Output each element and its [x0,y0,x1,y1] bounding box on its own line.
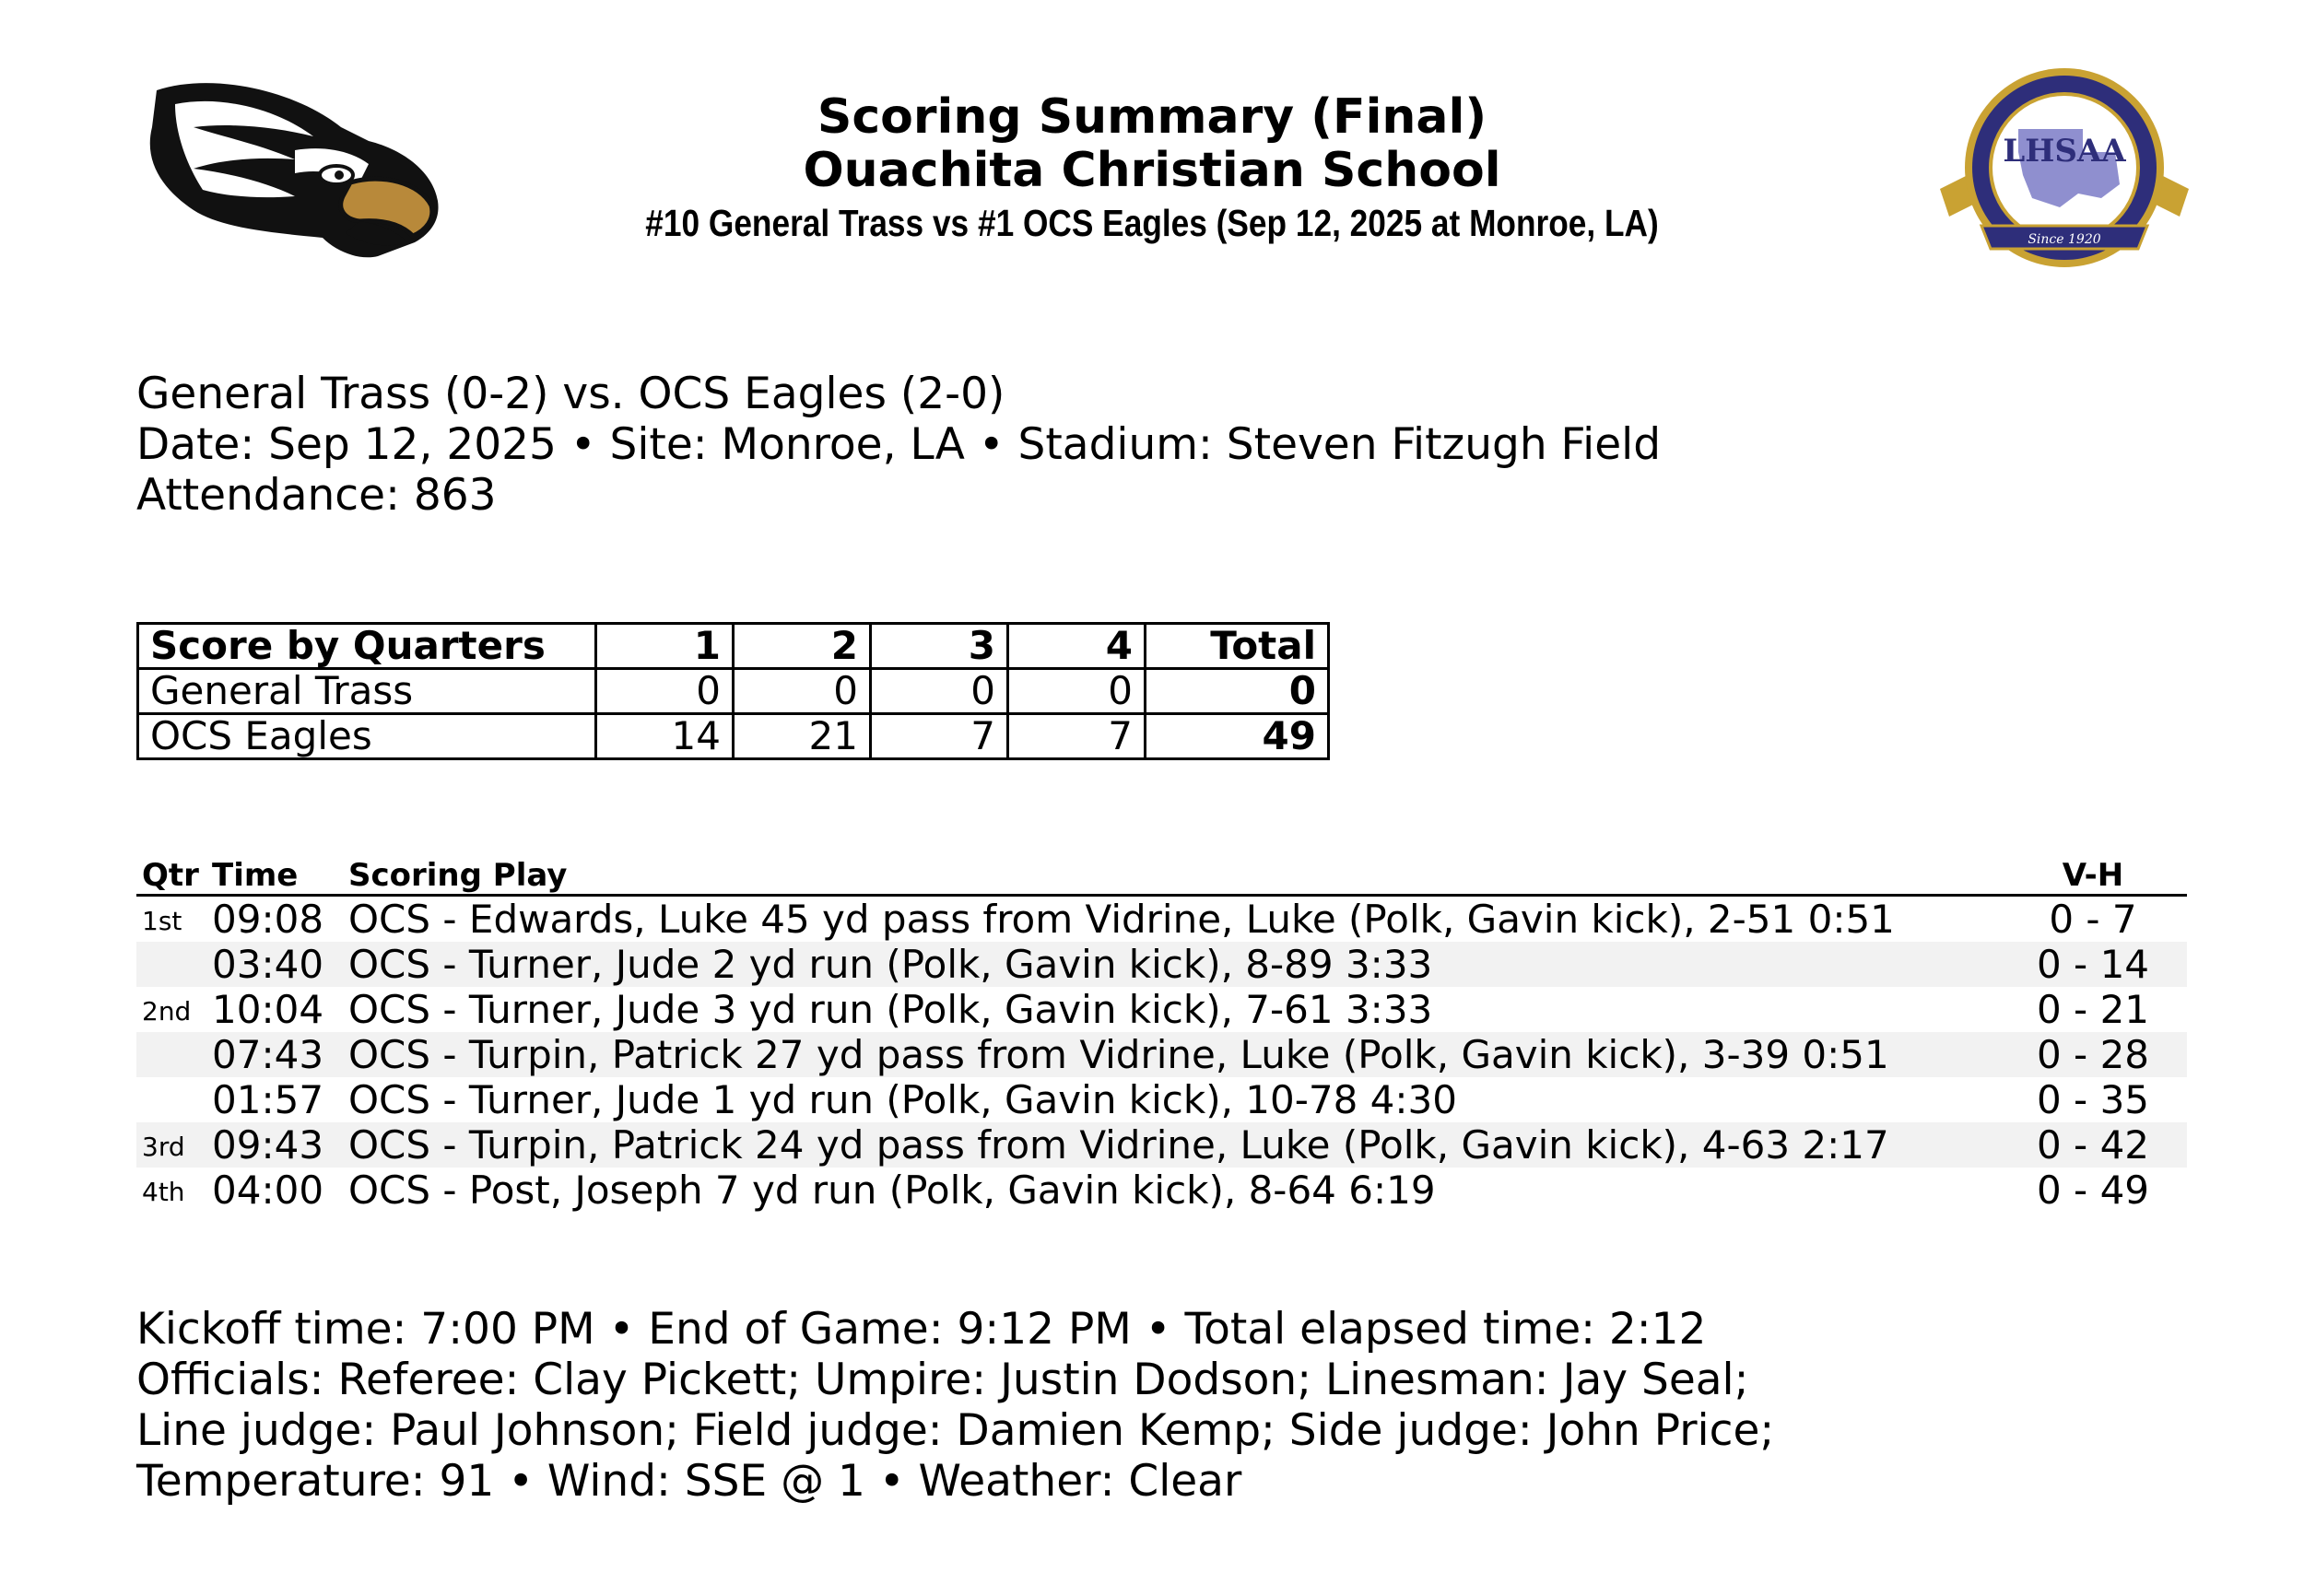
play-score: 0 - 14 [2036,942,2150,987]
quarters-header-row [138,624,1329,669]
table-row [136,1122,2187,1168]
quarters-header-total: Total [1146,624,1329,669]
teams-records: General Trass (0-2) vs. OCS Eagles (2-0) [136,369,1005,419]
play-description: OCS - Turner, Jude 1 yd run (Polk, Gavin kick), 10-78 4:30 [348,1077,1457,1122]
report-header [0,90,2304,249]
quarters-row-visitor [138,669,1329,714]
play-score: 0 - 42 [2036,1122,2150,1168]
play-description: OCS - Turner, Jude 2 yd run (Polk, Gavin kick), 8-89 3:33 [348,942,1433,987]
play-score: 0 - 35 [2036,1077,2150,1122]
officials-line-1: Officials: Referee: Clay Pickett; Umpire: Justin Dodson; Linesman: Jay Seal; [136,1355,1749,1405]
lhsaa-since-text: Since 1920 [2028,232,2101,247]
quarters-header-q1: 1 [596,624,734,669]
quarter-score: 0 [1008,669,1146,714]
lhsaa-logo-text: LHSAA [2003,133,2126,170]
quarter-score: 0 [734,669,871,714]
quarter-score: 21 [734,714,871,759]
play-description: OCS - Edwards, Luke 45 yd pass from Vidrine, Luke (Polk, Gavin kick), 2-51 0:51 [348,897,1895,942]
game-details-footer [136,1304,1774,1507]
header-vh: V-H [2062,857,2124,894]
score-by-quarters-table [136,622,1330,760]
table-row [136,1168,2187,1213]
table-row [136,942,2187,987]
play-time: 09:43 [212,1122,324,1168]
matchup-line: #10 General Trass vs #1 OCS Eagles (Sep 12, 2025 at Monroe, LA) [645,202,1659,244]
game-info [136,369,1661,521]
play-time: 07:43 [212,1032,324,1077]
play-time: 09:08 [212,897,324,942]
team-name: General Trass [138,669,596,714]
play-score: 0 - 49 [2036,1168,2150,1213]
play-time: 04:00 [212,1168,324,1213]
play-quarter: 1st [142,906,182,936]
quarter-score: 7 [871,714,1008,759]
quarters-header-label: Score by Quarters [138,624,596,669]
weather-line: Temperature: 91 • Wind: SSE @ 1 • Weather: Clear [136,1456,1242,1507]
table-row [136,987,2187,1032]
total-score: 0 [1146,669,1329,714]
total-score: 49 [1146,714,1329,759]
officials-line-2: Line judge: Paul Johnson; Field judge: Damien Kemp; Side judge: John Price; [136,1405,1775,1456]
quarter-score: 14 [596,714,734,759]
quarters-header-q3: 3 [871,624,1008,669]
quarter-score: 0 [871,669,1008,714]
header-qtr: Qtr [142,857,199,894]
header-time: Time [212,857,299,894]
quarters-row-home [138,714,1329,759]
quarters-header-q4: 4 [1008,624,1146,669]
header-scoring-play: Scoring Play [348,857,568,894]
table-row [136,1032,2187,1077]
play-time: 01:57 [212,1077,324,1122]
play-score: 0 - 7 [2049,897,2137,942]
play-description: OCS - Turner, Jude 3 yd run (Polk, Gavin kick), 7-61 3:33 [348,987,1433,1032]
game-times: Kickoff time: 7:00 PM • End of Game: 9:12 PM • Total elapsed time: 2:12 [136,1304,1707,1355]
school-name: Ouachita Christian School [803,143,1501,198]
report-title: Scoring Summary (Final) [817,89,1487,145]
play-quarter: 4th [142,1177,185,1207]
play-description: OCS - Turpin, Patrick 24 yd pass from Vidrine, Luke (Polk, Gavin kick), 4-63 2:17 [348,1122,1889,1168]
scoring-plays-table [136,857,2187,1213]
play-quarter: 3rd [142,1132,185,1162]
scoring-plays-header [136,857,2187,897]
table-row [136,1077,2187,1122]
team-name: OCS Eagles [138,714,596,759]
play-score: 0 - 28 [2036,1032,2150,1077]
quarter-score: 7 [1008,714,1146,759]
play-description: OCS - Post, Joseph 7 yd run (Polk, Gavin kick), 8-64 6:19 [348,1168,1436,1213]
play-description: OCS - Turpin, Patrick 27 yd pass from Vidrine, Luke (Polk, Gavin kick), 3-39 0:51 [348,1032,1889,1077]
quarters-header-q2: 2 [734,624,871,669]
date-site-stadium: Date: Sep 12, 2025 • Site: Monroe, LA • Stadium: Steven Fitzugh Field [136,419,1662,470]
play-time: 03:40 [212,942,324,987]
attendance: Attendance: 863 [136,470,497,521]
play-score: 0 - 21 [2036,987,2150,1032]
play-quarter: 2nd [142,996,192,1027]
table-row [136,897,2187,942]
quarter-score: 0 [596,669,734,714]
play-time: 10:04 [212,987,324,1032]
